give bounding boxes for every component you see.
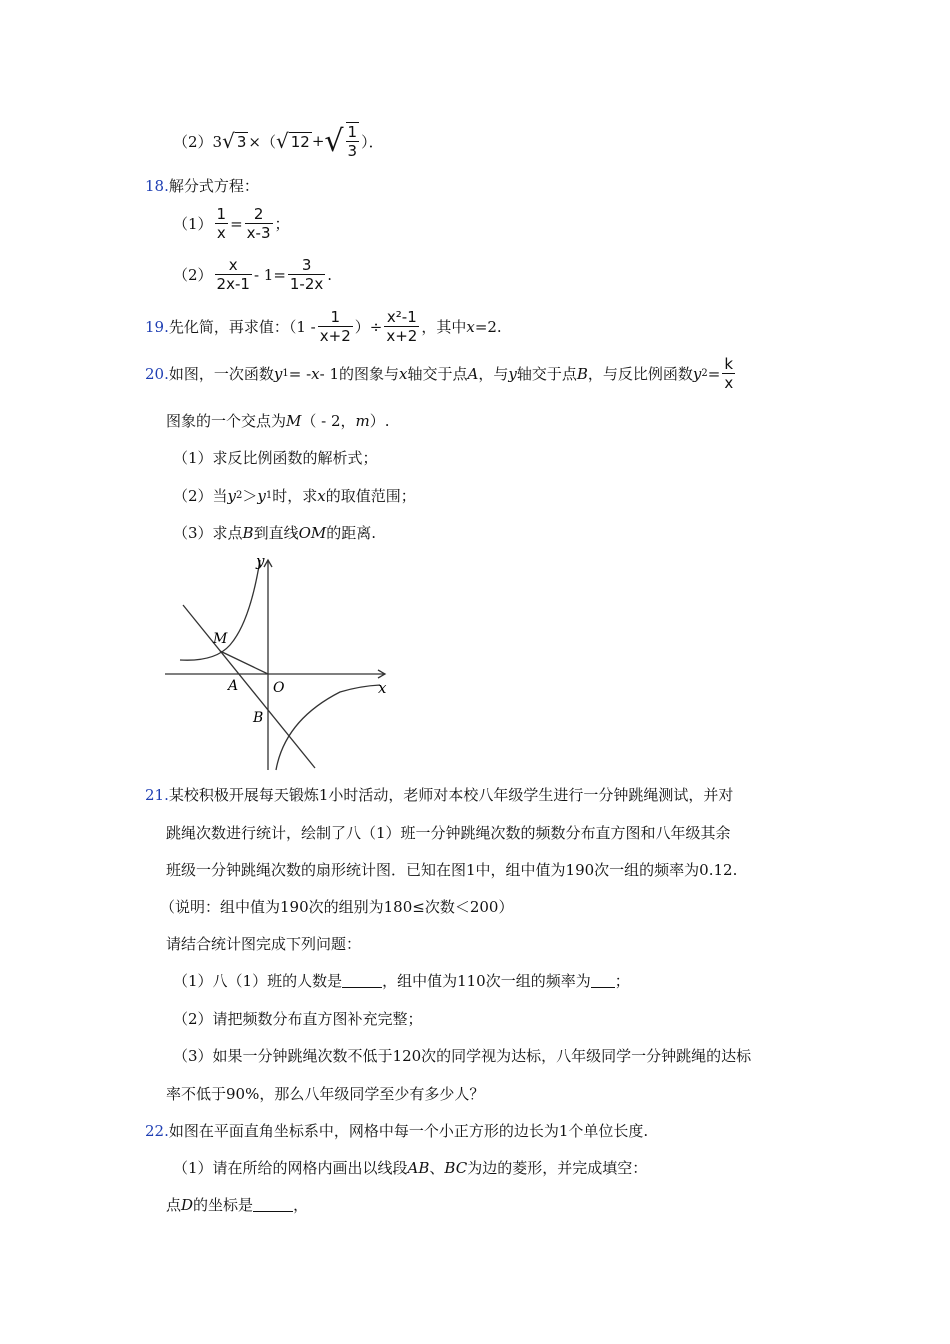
text: 某校积极开展每天锻炼1小时活动，老师对本校八年级学生进行一分钟跳绳测试，并对 bbox=[168, 786, 734, 804]
label-x: x bbox=[378, 679, 387, 697]
frac-num: 1 bbox=[330, 308, 341, 326]
plus-sign: + bbox=[311, 132, 325, 150]
var-m: m bbox=[355, 411, 370, 430]
fraction bbox=[215, 256, 252, 293]
question-number: 19. bbox=[145, 317, 169, 336]
var-y: y bbox=[273, 364, 283, 383]
line-om: OM bbox=[298, 523, 327, 542]
radicand-3: 3 bbox=[236, 133, 247, 151]
var-y: y bbox=[227, 486, 237, 505]
frac-den: x+2 bbox=[319, 327, 351, 345]
point-b: B bbox=[242, 523, 254, 542]
q21-part3a bbox=[173, 1045, 751, 1066]
text: 如图在平面直角坐标系中，网格中每一个小正方形的边长为1个单位长度. bbox=[168, 1122, 649, 1140]
q22-part2 bbox=[166, 1194, 308, 1215]
segment-om bbox=[220, 651, 268, 674]
q21-line2 bbox=[166, 822, 731, 843]
frac-den: x+2 bbox=[386, 327, 418, 345]
subscript: 1 bbox=[265, 490, 273, 501]
fraction bbox=[215, 205, 229, 242]
text: （说明：组中值为190次的组别为180≤次数＜200） bbox=[160, 898, 514, 916]
text: = - bbox=[288, 364, 312, 383]
frac-den: 3 bbox=[347, 142, 358, 160]
q21-part1 bbox=[173, 970, 630, 991]
function-graph-figure bbox=[160, 550, 400, 772]
fraction bbox=[384, 308, 419, 345]
text: 轴交于点 bbox=[516, 365, 577, 383]
text: ； bbox=[614, 972, 630, 990]
text: ，与 bbox=[478, 365, 509, 383]
text: 的距离. bbox=[326, 524, 377, 542]
text: 轴交于点 bbox=[407, 365, 468, 383]
end-mark: ； bbox=[274, 215, 290, 233]
q21-part2 bbox=[173, 1008, 423, 1029]
answer-blank[interactable] bbox=[591, 973, 615, 988]
label-y: y bbox=[256, 552, 265, 570]
question-number: 22. bbox=[145, 1121, 169, 1140]
sqrt-3: √ 3 bbox=[222, 129, 247, 153]
frac-den: 2x-1 bbox=[216, 275, 250, 293]
greater-than: ＞ bbox=[242, 487, 258, 505]
part-label: （2） bbox=[173, 266, 213, 284]
variable-x: x bbox=[466, 317, 475, 336]
divide-sign: ）÷ bbox=[354, 318, 383, 336]
text: ，组中值为110次一组的频率为 bbox=[382, 972, 591, 990]
text: 为边的菱形，并完成填空： bbox=[467, 1159, 648, 1177]
q22-part1 bbox=[173, 1157, 647, 1178]
q20-part1 bbox=[173, 447, 378, 468]
frac-den: x bbox=[216, 224, 226, 242]
text: （3）求点 bbox=[173, 524, 243, 542]
end-mark: . bbox=[327, 265, 333, 284]
frac-num: 3 bbox=[301, 256, 312, 274]
var-y: y bbox=[508, 364, 517, 383]
label-b: B bbox=[253, 710, 264, 726]
segment-bc: BC bbox=[444, 1158, 468, 1177]
frac-den: 1-2x bbox=[289, 275, 324, 293]
text: 请结合统计图完成下列问题： bbox=[166, 935, 362, 953]
q18-part1 bbox=[173, 205, 290, 242]
sqrt-12: √ 12 bbox=[275, 129, 310, 153]
point-d: D bbox=[181, 1195, 194, 1214]
text: - 1的图象与 bbox=[319, 365, 399, 383]
q22-line1 bbox=[145, 1120, 648, 1141]
subscript: 1 bbox=[282, 368, 289, 379]
label-a: A bbox=[228, 678, 239, 694]
frac-num: x bbox=[228, 256, 238, 274]
text: （ - 2， bbox=[301, 412, 356, 430]
subscript: 2 bbox=[236, 490, 243, 501]
fraction bbox=[318, 308, 353, 345]
text: 时，求 bbox=[272, 487, 318, 505]
text: ，与反比例函数 bbox=[587, 365, 693, 383]
frac-num: x²-1 bbox=[386, 308, 417, 326]
question-number: 20. bbox=[145, 364, 169, 383]
question-number: 18. bbox=[145, 176, 169, 195]
text: （3）如果一分钟跳绳次数不低于120次的同学视为达标，八年级同学一分钟跳绳的达标 bbox=[173, 1047, 752, 1065]
segment-ab: AB bbox=[407, 1158, 430, 1177]
subscript: 2 bbox=[701, 368, 708, 379]
text: （1）求反比例函数的解析式； bbox=[173, 449, 378, 467]
q18-header bbox=[145, 175, 259, 196]
condition-text: ，其中 bbox=[421, 318, 467, 336]
q20-line2 bbox=[166, 410, 390, 431]
question-text: 解分式方程： bbox=[168, 177, 259, 195]
var-y: y bbox=[692, 364, 702, 383]
var-x: x bbox=[399, 364, 408, 383]
q18-part2 bbox=[173, 256, 332, 293]
frac-num: 2 bbox=[253, 205, 264, 223]
fraction-k-over-x bbox=[722, 355, 735, 392]
text: （1）八（1）班的人数是 bbox=[173, 972, 343, 990]
q20-part3 bbox=[173, 522, 376, 543]
part-label: （1） bbox=[173, 215, 213, 233]
text: ）. bbox=[369, 412, 390, 430]
q21-line3 bbox=[166, 859, 737, 880]
text: 、 bbox=[429, 1159, 445, 1177]
fraction bbox=[288, 256, 325, 293]
frac-num: k bbox=[724, 355, 734, 373]
text: 图象的一个交点为 bbox=[166, 412, 287, 430]
q21-line4 bbox=[160, 896, 513, 917]
text: 率不低于90%，那么八年级同学至少有多少人？ bbox=[166, 1085, 485, 1103]
fraction bbox=[245, 205, 273, 242]
frac-den: x-3 bbox=[246, 224, 271, 242]
var-x: x bbox=[317, 486, 326, 505]
minus-one: - 1= bbox=[253, 265, 286, 284]
equals-sign: = bbox=[707, 364, 721, 383]
text: （2）请把频数分布直方图补充完整； bbox=[173, 1010, 423, 1028]
q17-part2 bbox=[173, 122, 384, 160]
point-a: A bbox=[467, 364, 479, 383]
text: 跳绳次数进行统计，绘制了八（1）班一分钟跳绳次数的频数分布直方图和八年级其余 bbox=[166, 824, 731, 842]
answer-blank[interactable] bbox=[253, 1197, 293, 1212]
text: 到直线 bbox=[253, 524, 299, 542]
label-m: M bbox=[213, 631, 228, 647]
answer-blank[interactable] bbox=[342, 973, 382, 988]
text: 的坐标是 bbox=[193, 1196, 254, 1214]
question-text: 先化简，再求值：（1 - bbox=[168, 318, 316, 336]
q21-part3b bbox=[166, 1083, 484, 1104]
equals-sign: = bbox=[230, 214, 243, 233]
text: ， bbox=[293, 1196, 309, 1214]
text: 的取值范围； bbox=[325, 487, 416, 505]
linear-line bbox=[183, 605, 315, 768]
condition-value: =2. bbox=[474, 317, 502, 336]
text: 点 bbox=[166, 1196, 182, 1214]
q17-prefix: （2）3 bbox=[173, 132, 223, 151]
radicand-12: 12 bbox=[290, 133, 310, 151]
q17-suffix: ）． bbox=[361, 132, 384, 151]
q20-part2 bbox=[173, 485, 416, 506]
frac-num: 1 bbox=[347, 123, 358, 141]
var-x: x bbox=[311, 364, 320, 383]
text: （2）当 bbox=[173, 487, 228, 505]
sqrt-fraction: √ $\frac{1}{3}$ bbox=[324, 123, 358, 160]
frac-den: x bbox=[724, 374, 734, 392]
text: 如图，一次函数 bbox=[168, 365, 274, 383]
times-sign: ×（ bbox=[248, 132, 276, 151]
q20-line1 bbox=[145, 355, 737, 392]
text: 班级一分钟跳绳次数的扇形统计图．已知在图1中，组中值为190次一组的频率为0.12. bbox=[166, 861, 738, 879]
hyperbola-lower-right bbox=[276, 685, 380, 770]
var-y: y bbox=[257, 486, 266, 505]
q21-line1 bbox=[145, 784, 733, 805]
q21-line5 bbox=[166, 933, 361, 954]
point-m: M bbox=[286, 411, 302, 430]
label-o: O bbox=[273, 680, 285, 696]
q19 bbox=[145, 308, 502, 345]
point-b: B bbox=[576, 364, 588, 383]
question-number: 21. bbox=[145, 785, 169, 804]
frac-num: 1 bbox=[216, 205, 227, 223]
text: （1）请在所给的网格内画出以线段 bbox=[173, 1159, 408, 1177]
